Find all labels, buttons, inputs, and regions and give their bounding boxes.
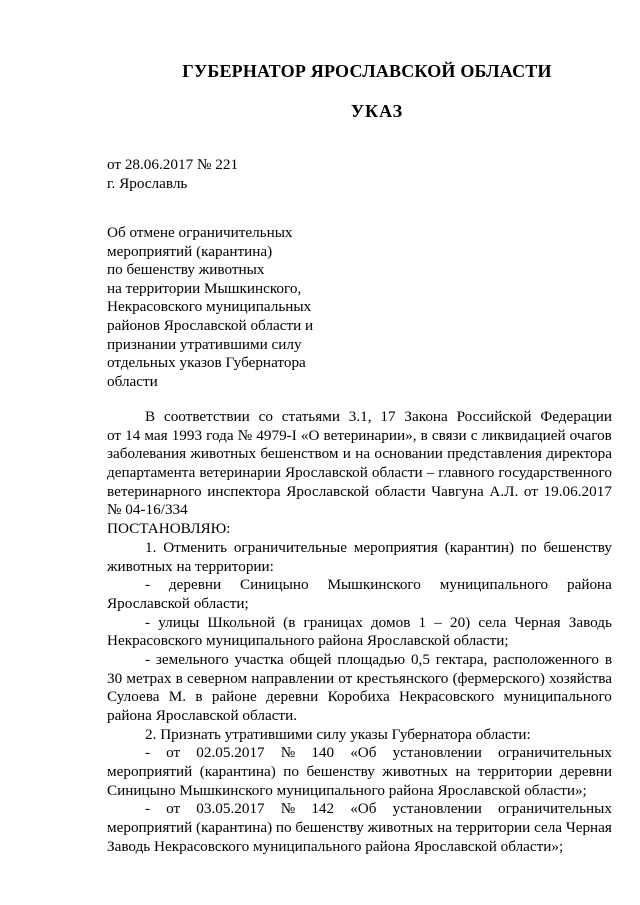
body-word: очагов: [569, 426, 612, 444]
body-word: на: [355, 445, 371, 463]
body-word: района: [567, 576, 612, 594]
body-word: мероприятий: [107, 763, 193, 781]
body-word: -: [145, 613, 151, 631]
body-line: [107, 763, 612, 782]
body-word: –: [426, 464, 435, 482]
body-line: Некрасовского муниципального района Ярославской области;: [107, 632, 509, 650]
body-word: домов: [370, 613, 411, 631]
body-word: –: [434, 613, 442, 631]
body-line: [107, 800, 612, 819]
subject-line: Об отмене ограничительных: [107, 224, 293, 241]
body-word: Ярославской: [284, 464, 368, 482]
body-word: Ярославской: [286, 482, 370, 500]
body-word: ограничительные: [233, 538, 347, 556]
body-word: крестьянского: [356, 669, 449, 687]
body-line: [107, 427, 612, 446]
body-word: главного: [438, 464, 495, 482]
body-line: [107, 445, 612, 464]
body-word: (фермерского): [452, 669, 545, 687]
body-line: животных на территории:: [107, 557, 274, 575]
body-word: мая: [144, 426, 168, 444]
body-word: Заводь: [568, 613, 612, 631]
body-word: -: [145, 650, 151, 668]
body-word: животных: [190, 445, 257, 463]
body-word: от: [166, 800, 181, 818]
body-word: хозяйства: [549, 669, 612, 687]
body-word: (карантина): [196, 819, 273, 837]
body-word: -: [145, 744, 151, 762]
body-word: Черная: [514, 613, 561, 631]
body-word: инспектора: [207, 482, 281, 500]
body-word: деревни: [168, 576, 222, 594]
body-word: Закона: [404, 408, 448, 425]
body-word: территории: [455, 819, 531, 837]
body-word: -: [145, 800, 151, 818]
body-word: связи: [431, 426, 467, 444]
body-word: области: [371, 464, 423, 482]
body-word: со: [258, 408, 273, 425]
body-word: «Об: [350, 800, 377, 818]
body-line: [107, 483, 612, 502]
body-word: ветеринарного: [107, 482, 202, 500]
body-line: района Ярославской области.: [107, 707, 297, 724]
body-word: животных: [382, 763, 448, 781]
body-word: департамента: [107, 464, 196, 482]
body-word: ветеринарии: [199, 464, 281, 482]
body-word: участка: [234, 650, 284, 668]
body-word: Российской: [456, 408, 532, 425]
body-word: Школьной: [207, 613, 275, 631]
document-city: г. Ярославль: [107, 175, 188, 192]
body-word: Некрасовского: [399, 688, 495, 706]
body-word: В: [145, 408, 156, 425]
body-word: (карантин): [444, 538, 515, 556]
subject-line: районов Ярославской области и: [107, 316, 314, 334]
body-word: Отменить: [163, 538, 227, 556]
body-word: ограничительных: [497, 800, 612, 818]
body-line: № 04-16/334: [107, 501, 188, 519]
body-word: государственного: [498, 464, 612, 482]
body-word: представления: [447, 445, 542, 463]
body-word: статьями: [281, 408, 340, 425]
body-word: года: [206, 426, 234, 444]
body-line: [107, 744, 612, 763]
body-word: с: [470, 426, 478, 444]
body-word: бешенству: [306, 763, 375, 781]
body-word: от: [107, 426, 122, 444]
body-word: мероприятия: [353, 538, 438, 556]
document-body: [107, 408, 612, 857]
body-word: метрах: [126, 669, 172, 687]
body-word: ликвидацией: [481, 426, 566, 444]
document-subject: [107, 224, 313, 391]
body-line: [107, 688, 612, 707]
body-line: [107, 614, 612, 633]
body-line: [107, 576, 612, 595]
body-line: Заводь Некрасовского муниципального района Ярославской области»;: [107, 837, 564, 855]
body-line: Синицыно Мышкинского муниципального района Ярославской области»;: [107, 781, 587, 799]
body-word: на: [437, 819, 452, 837]
body-word: 1993: [171, 426, 203, 444]
body-word: Мышкинского: [327, 576, 421, 594]
body-line: Ярославской области;: [107, 594, 249, 612]
body-word: М.: [168, 688, 187, 706]
body-word: установлении: [392, 744, 482, 762]
body-word: села: [534, 819, 563, 837]
subject-line: на территории Мышкинского,: [107, 279, 302, 297]
subject-line: области: [107, 372, 158, 390]
body-word: «О: [300, 426, 320, 444]
body-word: бешенству: [295, 819, 364, 837]
body-word: деревни: [266, 688, 319, 706]
body-word: Коробиха: [327, 688, 390, 706]
body-word: территории: [477, 763, 553, 781]
subject-line: Некрасовского муниципальных: [107, 298, 312, 316]
body-word: расположенного: [493, 650, 599, 668]
body-word: гектара,: [435, 650, 488, 668]
body-word: 30: [107, 669, 123, 687]
body-word: по: [520, 538, 537, 556]
body-word: ограничительных: [497, 744, 612, 762]
body-word: от: [338, 669, 353, 687]
body-word: от: [523, 482, 538, 500]
body-word: 19.06.2017: [543, 482, 612, 500]
body-word: границах: [303, 613, 363, 631]
body-word: (карантина): [199, 763, 276, 781]
body-word: 20): [449, 613, 471, 631]
body-word: 3.1,: [348, 408, 372, 425]
body-word: 4979-I: [256, 426, 297, 444]
body-word: площадью: [337, 650, 406, 668]
body-word: улицы: [158, 613, 200, 631]
body-word: (в: [283, 613, 296, 631]
body-word: в: [195, 688, 203, 706]
body-word: в: [420, 426, 428, 444]
body-word: области: [374, 482, 426, 500]
body-line: 2. Признать утратившими силу указы Губернатора области:: [145, 725, 531, 743]
body-word: №: [280, 800, 296, 818]
body-word: 0,5: [410, 650, 430, 668]
body-word: 03.05.2017: [196, 800, 265, 818]
body-word: направлении: [251, 669, 335, 687]
body-word: -: [145, 576, 151, 594]
body-word: соответствии: [163, 408, 250, 425]
body-word: 02.05.2017: [196, 744, 265, 762]
body-word: 140: [311, 744, 335, 762]
body-line: [107, 670, 612, 689]
body-word: муниципального: [503, 688, 612, 706]
body-word: 17: [380, 408, 396, 425]
body-word: Чавгуна: [431, 482, 484, 500]
body-word: по: [283, 763, 299, 781]
body-word: животных: [367, 819, 434, 837]
body-word: основании: [374, 445, 443, 463]
body-word: на: [455, 763, 471, 781]
body-word: 14: [125, 426, 141, 444]
body-word: муниципального: [439, 576, 549, 594]
body-word: Сулоева: [107, 688, 160, 706]
body-line: [107, 408, 612, 427]
body-word: районе: [211, 688, 257, 706]
body-word: земельного: [155, 650, 229, 668]
document-date-number: от 28.06.2017 № 221: [107, 156, 239, 173]
body-word: А.Л.: [489, 482, 519, 500]
subject-line: по бешенству животных: [107, 261, 265, 279]
document-type-heading: УКАЗ: [350, 101, 404, 121]
body-word: №: [237, 426, 253, 444]
body-word: в: [175, 669, 183, 687]
body-word: 142: [311, 800, 335, 818]
body-word: директора: [546, 445, 612, 463]
body-word: в: [604, 650, 612, 668]
body-word: установлении: [392, 800, 482, 818]
body-word: №: [280, 744, 296, 762]
body-word: Черная: [565, 819, 612, 837]
body-line: [107, 819, 612, 838]
body-word: села: [478, 613, 507, 631]
document-issuer-title: ГУБЕРНАТОР ЯРОСЛАВСКОЙ ОБЛАСТИ: [182, 61, 552, 81]
body-word: бешенством: [260, 445, 339, 463]
subject-line: признании утратившими силу: [107, 335, 302, 353]
body-word: бешенству: [543, 538, 612, 556]
body-word: ветеринарии»,: [323, 426, 417, 444]
body-word: «Об: [350, 744, 377, 762]
body-word: заболевания: [107, 445, 187, 463]
body-line: [107, 651, 612, 670]
body-word: Синицыно: [240, 576, 309, 594]
body-word: деревни: [559, 763, 612, 781]
body-word: северном: [186, 669, 248, 687]
body-word: 1: [418, 613, 427, 631]
body-word: от: [166, 744, 181, 762]
body-word: и: [342, 445, 351, 463]
body-word: общей: [289, 650, 332, 668]
document-meta: [107, 155, 238, 193]
body-line: [107, 464, 612, 483]
body-word: Федерации: [540, 408, 612, 425]
body-word: мероприятий: [107, 819, 193, 837]
subject-line: отдельных указов Губернатора: [107, 354, 306, 372]
body-word: по: [275, 819, 292, 837]
body-line: [107, 539, 612, 558]
subject-line: мероприятий (карантина): [107, 242, 273, 260]
body-word: 1.: [145, 538, 157, 556]
body-line: ПОСТАНОВЛЯЮ:: [107, 520, 231, 538]
